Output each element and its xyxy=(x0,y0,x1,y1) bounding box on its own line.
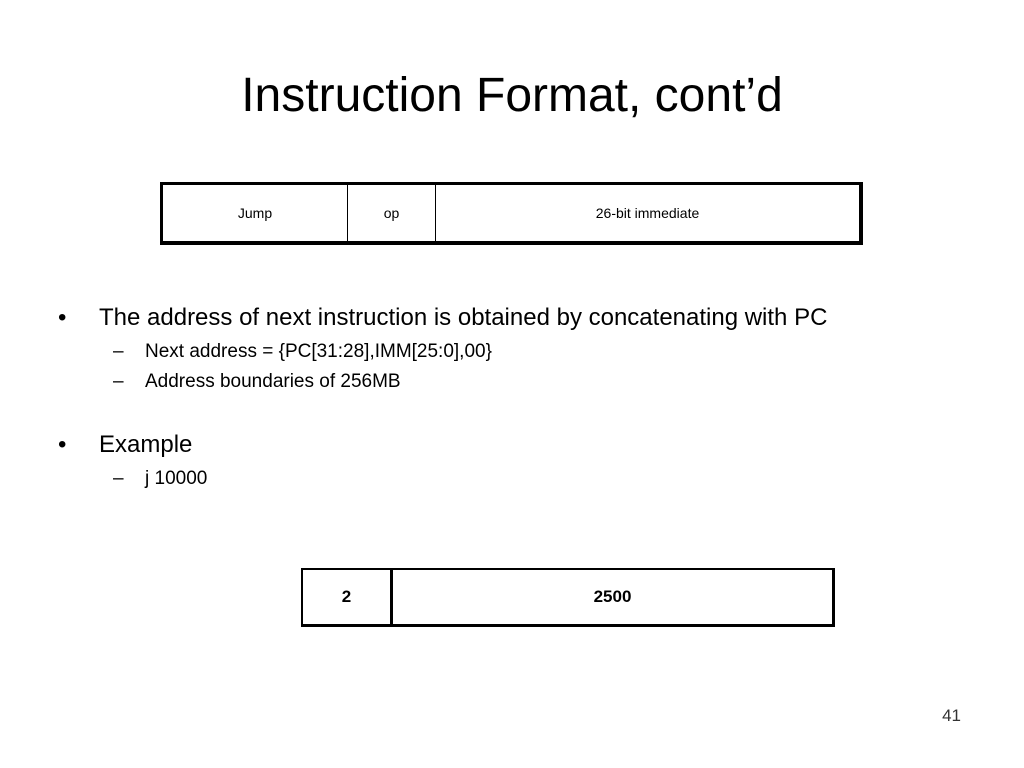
format-cell-immediate: 26-bit immediate xyxy=(436,184,862,244)
jump-format-table xyxy=(160,182,863,245)
bullet-text: Example xyxy=(99,431,193,458)
bullet-text: The address of next instruction is obtained by concatenating with PC xyxy=(99,304,828,331)
sub-bullet-text: Address boundaries of 256MB xyxy=(145,371,401,392)
example-cell-op: 2 xyxy=(302,569,392,626)
sub-bullet-text: j 10000 xyxy=(145,468,208,489)
sub-bullet-marker: – xyxy=(113,341,124,362)
example-encoding-table xyxy=(301,568,835,627)
example-cell-immediate: 2500 xyxy=(392,569,834,626)
bullet-marker: • xyxy=(58,304,67,331)
slide-title: Instruction Format, cont’d xyxy=(241,69,783,122)
sub-bullet-text: Next address = {PC[31:28],IMM[25:0],00} xyxy=(145,341,492,362)
bullet-marker: • xyxy=(58,431,67,458)
format-cell-jump: Jump xyxy=(162,184,348,244)
sub-bullet-marker: – xyxy=(113,371,124,392)
format-cell-op: op xyxy=(348,184,436,244)
sub-bullet-marker: – xyxy=(113,468,124,489)
page-number: 41 xyxy=(942,706,961,725)
